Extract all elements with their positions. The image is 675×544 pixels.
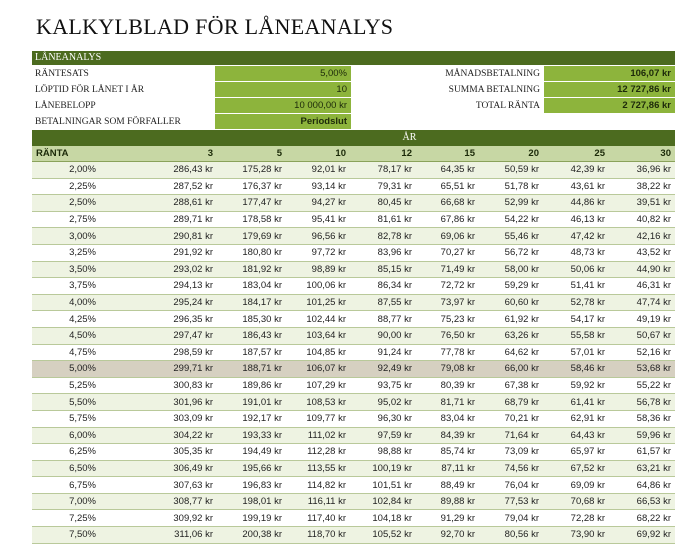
table-row: [32, 344, 675, 361]
payment-cell[interactable]: 101,25 kr: [286, 294, 350, 311]
rate-cell[interactable]: 5,25%: [32, 377, 102, 394]
years-header-band: [32, 130, 675, 146]
payment-cell[interactable]: 303,09 kr: [102, 410, 217, 427]
rate-cell[interactable]: 4,75%: [32, 344, 102, 361]
payment-cell[interactable]: 308,77 kr: [102, 493, 217, 510]
table-row: [32, 394, 675, 411]
year-column-header: 10: [286, 146, 350, 162]
payment-cell[interactable]: 77,53 kr: [479, 493, 543, 510]
payment-cell[interactable]: 193,33 kr: [217, 427, 286, 444]
payment-cell[interactable]: 63,21 kr: [609, 460, 675, 477]
payment-cell[interactable]: 298,59 kr: [102, 344, 217, 361]
payment-cell[interactable]: 44,86 kr: [543, 195, 609, 212]
payment-cell[interactable]: 200,38 kr: [217, 527, 286, 544]
payment-cell[interactable]: 92,49 kr: [350, 361, 416, 378]
payment-cell[interactable]: 102,44 kr: [286, 311, 350, 328]
payment-cell[interactable]: 61,41 kr: [543, 394, 609, 411]
payment-cell[interactable]: 195,66 kr: [217, 460, 286, 477]
payment-cell[interactable]: 84,39 kr: [416, 427, 479, 444]
payment-cell[interactable]: 58,46 kr: [543, 361, 609, 378]
payment-cell[interactable]: 86,34 kr: [350, 278, 416, 295]
payment-cell[interactable]: 98,89 kr: [286, 261, 350, 278]
total-interest-cell: 2 727,86 kr: [544, 98, 675, 113]
rate-cell[interactable]: 5,00%: [32, 361, 102, 378]
payment-cell[interactable]: 188,71 kr: [217, 361, 286, 378]
payment-cell[interactable]: 50,59 kr: [479, 162, 543, 179]
payment-cell[interactable]: 66,00 kr: [479, 361, 543, 378]
payment-cell[interactable]: 68,79 kr: [479, 394, 543, 411]
payment-cell[interactable]: 52,99 kr: [479, 195, 543, 212]
payment-cell[interactable]: 179,69 kr: [217, 228, 286, 245]
payment-cell[interactable]: 109,77 kr: [286, 410, 350, 427]
payment-cell[interactable]: 42,39 kr: [543, 162, 609, 179]
rate-cell[interactable]: 2,50%: [32, 195, 102, 212]
rate-cell[interactable]: 7,25%: [32, 510, 102, 527]
payment-cell[interactable]: 106,07 kr: [286, 361, 350, 378]
table-row: [32, 410, 675, 427]
table-row: [32, 444, 675, 461]
table-row: [32, 211, 675, 228]
payment-cell[interactable]: 65,97 kr: [543, 444, 609, 461]
payment-cell[interactable]: 105,52 kr: [350, 527, 416, 544]
payment-cell[interactable]: 63,26 kr: [479, 327, 543, 344]
payment-cell[interactable]: 68,22 kr: [609, 510, 675, 527]
payment-cell[interactable]: 92,70 kr: [416, 527, 479, 544]
table-row: [32, 311, 675, 328]
table-row: [32, 460, 675, 477]
rate-cell[interactable]: 6,75%: [32, 477, 102, 494]
payment-cell[interactable]: 286,43 kr: [102, 162, 217, 179]
payment-cell[interactable]: 116,11 kr: [286, 493, 350, 510]
payment-cell[interactable]: 60,60 kr: [479, 294, 543, 311]
table-row: [32, 261, 675, 278]
payment-cell[interactable]: 175,28 kr: [217, 162, 286, 179]
rate-cell[interactable]: 2,75%: [32, 211, 102, 228]
years-header-spacer: [32, 130, 144, 146]
payment-cell[interactable]: 114,82 kr: [286, 477, 350, 494]
payment-cell[interactable]: 72,72 kr: [416, 278, 479, 295]
payment-cell[interactable]: 93,14 kr: [286, 178, 350, 195]
payment-cell[interactable]: 61,92 kr: [479, 311, 543, 328]
payment-cell[interactable]: 87,55 kr: [350, 294, 416, 311]
payment-cell[interactable]: 55,22 kr: [609, 377, 675, 394]
rate-column-header: RÄNTA: [32, 146, 102, 162]
payment-cell[interactable]: 80,56 kr: [479, 527, 543, 544]
payment-cell[interactable]: 102,84 kr: [350, 493, 416, 510]
summary-row-term: [32, 82, 675, 98]
year-column-header: 25: [543, 146, 609, 162]
year-column-header: 30: [609, 146, 675, 162]
payment-cell[interactable]: 112,28 kr: [286, 444, 350, 461]
payment-cell[interactable]: 70,21 kr: [479, 410, 543, 427]
payment-cell[interactable]: 49,19 kr: [609, 311, 675, 328]
payment-cell[interactable]: 80,39 kr: [416, 377, 479, 394]
table-row: [32, 294, 675, 311]
payment-cell[interactable]: 51,78 kr: [479, 178, 543, 195]
payment-cell[interactable]: 178,58 kr: [217, 211, 286, 228]
payment-cell[interactable]: 79,31 kr: [350, 178, 416, 195]
payment-cell[interactable]: 290,81 kr: [102, 228, 217, 245]
payment-cell[interactable]: 89,88 kr: [416, 493, 479, 510]
table-row: [32, 527, 675, 544]
summary-row-rate: [32, 66, 675, 82]
interest-rate-cell[interactable]: 5,00%: [215, 66, 351, 81]
payment-cell[interactable]: 61,57 kr: [609, 444, 675, 461]
input-label-due: BETALNINGAR SOM FÖRFALLER: [35, 117, 181, 127]
payment-cell[interactable]: 181,92 kr: [217, 261, 286, 278]
payment-cell[interactable]: 191,01 kr: [217, 394, 286, 411]
payment-cell[interactable]: 177,47 kr: [217, 195, 286, 212]
payment-cell[interactable]: 73,97 kr: [416, 294, 479, 311]
monthly-payment-cell: 106,07 kr: [544, 66, 675, 81]
payment-cell[interactable]: 113,55 kr: [286, 460, 350, 477]
rate-cell[interactable]: 5,50%: [32, 394, 102, 411]
payment-cell[interactable]: 88,49 kr: [416, 477, 479, 494]
payment-cell[interactable]: 51,41 kr: [543, 278, 609, 295]
payment-cell[interactable]: 42,16 kr: [609, 228, 675, 245]
payment-cell[interactable]: 192,17 kr: [217, 410, 286, 427]
payment-cell[interactable]: 64,86 kr: [609, 477, 675, 494]
payment-cell[interactable]: 87,11 kr: [416, 460, 479, 477]
payment-cell[interactable]: 297,47 kr: [102, 327, 217, 344]
payment-cell[interactable]: 96,30 kr: [350, 410, 416, 427]
rate-cell[interactable]: 2,25%: [32, 178, 102, 195]
payment-cell[interactable]: 299,71 kr: [102, 361, 217, 378]
rate-cell[interactable]: 7,00%: [32, 493, 102, 510]
payment-cell[interactable]: 71,64 kr: [479, 427, 543, 444]
rate-cell[interactable]: 3,50%: [32, 261, 102, 278]
table-row: [32, 178, 675, 195]
payment-cell[interactable]: 95,41 kr: [286, 211, 350, 228]
payment-cell[interactable]: 66,68 kr: [416, 195, 479, 212]
payment-cell[interactable]: 199,19 kr: [217, 510, 286, 527]
payment-cell[interactable]: 289,71 kr: [102, 211, 217, 228]
summary-row-due: [32, 114, 675, 130]
payment-cell[interactable]: 64,62 kr: [479, 344, 543, 361]
table-row: [32, 278, 675, 295]
payment-cell[interactable]: 47,42 kr: [543, 228, 609, 245]
loan-term-cell[interactable]: 10: [215, 82, 351, 97]
payment-cell[interactable]: 52,78 kr: [543, 294, 609, 311]
payment-cell[interactable]: 81,61 kr: [350, 211, 416, 228]
payments-due-cell[interactable]: Periodslut: [215, 114, 351, 129]
year-column-header: 12: [350, 146, 416, 162]
table-row: [32, 228, 675, 245]
payment-cell[interactable]: 309,92 kr: [102, 510, 217, 527]
payment-cell[interactable]: 73,09 kr: [479, 444, 543, 461]
payment-cell[interactable]: 67,86 kr: [416, 211, 479, 228]
payment-cell[interactable]: 304,22 kr: [102, 427, 217, 444]
payment-cell[interactable]: 196,83 kr: [217, 477, 286, 494]
payment-cell[interactable]: 46,13 kr: [543, 211, 609, 228]
year-column-header: 3: [102, 146, 217, 162]
payment-cell[interactable]: 69,06 kr: [416, 228, 479, 245]
payment-cell[interactable]: 67,52 kr: [543, 460, 609, 477]
payment-cell[interactable]: 54,22 kr: [479, 211, 543, 228]
table-row: [32, 244, 675, 261]
page-title: KALKYLBLAD FÖR LÅNEANALYS: [36, 14, 394, 39]
payment-cell[interactable]: 79,08 kr: [416, 361, 479, 378]
total-payment-cell: 12 727,86 kr: [544, 82, 675, 97]
payment-cell[interactable]: 103,64 kr: [286, 327, 350, 344]
rate-cell[interactable]: 3,00%: [32, 228, 102, 245]
table-row: [32, 162, 675, 179]
rate-cell[interactable]: 3,25%: [32, 244, 102, 261]
payment-cell[interactable]: 77,78 kr: [416, 344, 479, 361]
summary-row-amount: [32, 98, 675, 114]
loan-amount-cell[interactable]: 10 000,00 kr: [215, 98, 351, 113]
payment-cell[interactable]: 306,49 kr: [102, 460, 217, 477]
table-row: [32, 510, 675, 527]
rate-cell[interactable]: 3,75%: [32, 278, 102, 295]
rate-cell[interactable]: 4,50%: [32, 327, 102, 344]
payment-cell[interactable]: 69,92 kr: [609, 527, 675, 544]
payment-cell[interactable]: 56,72 kr: [479, 244, 543, 261]
input-label-term: LÖPTID FÖR LÅNET I ÅR: [35, 85, 145, 95]
payment-cell[interactable]: 101,51 kr: [350, 477, 416, 494]
payment-cell[interactable]: 180,80 kr: [217, 244, 286, 261]
payment-cell[interactable]: 81,71 kr: [416, 394, 479, 411]
payment-cell[interactable]: 64,35 kr: [416, 162, 479, 179]
payment-cell[interactable]: 79,04 kr: [479, 510, 543, 527]
rate-cell[interactable]: 5,75%: [32, 410, 102, 427]
payment-cell[interactable]: 92,01 kr: [286, 162, 350, 179]
payment-cell[interactable]: 307,63 kr: [102, 477, 217, 494]
table-row: [32, 377, 675, 394]
payment-cell[interactable]: 44,90 kr: [609, 261, 675, 278]
year-column-header: 5: [217, 146, 286, 162]
payment-cell[interactable]: 48,73 kr: [543, 244, 609, 261]
payment-cell[interactable]: 194,49 kr: [217, 444, 286, 461]
payment-cell[interactable]: 69,09 kr: [543, 477, 609, 494]
payment-cell[interactable]: 183,04 kr: [217, 278, 286, 295]
payment-cell[interactable]: 88,77 kr: [350, 311, 416, 328]
payment-cell[interactable]: 291,92 kr: [102, 244, 217, 261]
payment-cell[interactable]: 100,06 kr: [286, 278, 350, 295]
payment-cell[interactable]: 311,06 kr: [102, 527, 217, 544]
payment-cell[interactable]: 293,02 kr: [102, 261, 217, 278]
years-header: ÅR: [144, 130, 675, 146]
payment-cell[interactable]: 294,13 kr: [102, 278, 217, 295]
payment-cell[interactable]: 98,88 kr: [350, 444, 416, 461]
payment-cell[interactable]: 76,50 kr: [416, 327, 479, 344]
input-label-amount: LÅNEBELOPP: [35, 101, 96, 111]
loan-analysis-header: LÅNEANALYS: [32, 51, 675, 65]
payment-cell[interactable]: 107,29 kr: [286, 377, 350, 394]
payment-cell[interactable]: 47,74 kr: [609, 294, 675, 311]
rate-cell[interactable]: 6,50%: [32, 460, 102, 477]
payment-cell[interactable]: 295,24 kr: [102, 294, 217, 311]
payment-cell[interactable]: 187,57 kr: [217, 344, 286, 361]
payment-cell[interactable]: 55,46 kr: [479, 228, 543, 245]
payment-cell[interactable]: 46,31 kr: [609, 278, 675, 295]
payment-cell[interactable]: 94,27 kr: [286, 195, 350, 212]
table-row: [32, 361, 675, 378]
payment-cell[interactable]: 40,82 kr: [609, 211, 675, 228]
rate-cell[interactable]: 6,25%: [32, 444, 102, 461]
payment-cell[interactable]: 301,96 kr: [102, 394, 217, 411]
payment-cell[interactable]: 58,00 kr: [479, 261, 543, 278]
payment-cell[interactable]: 59,29 kr: [479, 278, 543, 295]
table-row: [32, 477, 675, 494]
payment-cell[interactable]: 55,58 kr: [543, 327, 609, 344]
payment-cell[interactable]: 296,35 kr: [102, 311, 217, 328]
payment-cell[interactable]: 184,17 kr: [217, 294, 286, 311]
payment-cell[interactable]: 95,02 kr: [350, 394, 416, 411]
payment-cell[interactable]: 50,67 kr: [609, 327, 675, 344]
payment-cell[interactable]: 100,19 kr: [350, 460, 416, 477]
payment-cell[interactable]: 59,96 kr: [609, 427, 675, 444]
payment-cell[interactable]: 176,37 kr: [217, 178, 286, 195]
payment-cell[interactable]: 300,83 kr: [102, 377, 217, 394]
payment-cell[interactable]: 36,96 kr: [609, 162, 675, 179]
payment-cell[interactable]: 59,92 kr: [543, 377, 609, 394]
rate-cell[interactable]: 7,50%: [32, 527, 102, 544]
payment-cell[interactable]: 43,52 kr: [609, 244, 675, 261]
payment-cell[interactable]: 90,00 kr: [350, 327, 416, 344]
rate-cell[interactable]: 2,00%: [32, 162, 102, 179]
payment-cell[interactable]: 104,18 kr: [350, 510, 416, 527]
payment-cell[interactable]: 80,45 kr: [350, 195, 416, 212]
payment-cell[interactable]: 104,85 kr: [286, 344, 350, 361]
table-row: [32, 493, 675, 510]
payment-cell[interactable]: 56,78 kr: [609, 394, 675, 411]
result-label-interest: TOTAL RÄNTA: [475, 101, 540, 111]
result-label-monthly: MÅNADSBETALNING: [445, 69, 540, 79]
rate-cell[interactable]: 6,00%: [32, 427, 102, 444]
payment-cell[interactable]: 93,75 kr: [350, 377, 416, 394]
table-row: [32, 195, 675, 212]
rate-cell[interactable]: 4,25%: [32, 311, 102, 328]
payment-cell[interactable]: 62,91 kr: [543, 410, 609, 427]
payment-cell[interactable]: 72,28 kr: [543, 510, 609, 527]
payment-cell[interactable]: 75,23 kr: [416, 311, 479, 328]
payment-cell[interactable]: 64,43 kr: [543, 427, 609, 444]
payment-cell[interactable]: 186,43 kr: [217, 327, 286, 344]
payment-cell[interactable]: 97,59 kr: [350, 427, 416, 444]
payment-cell[interactable]: 111,02 kr: [286, 427, 350, 444]
payment-cell[interactable]: 287,52 kr: [102, 178, 217, 195]
payment-cell[interactable]: 50,06 kr: [543, 261, 609, 278]
grid-header-row: [32, 146, 675, 162]
payment-cell[interactable]: 118,70 kr: [286, 527, 350, 544]
payment-cell[interactable]: 198,01 kr: [217, 493, 286, 510]
payment-cell[interactable]: 70,68 kr: [543, 493, 609, 510]
payment-cell[interactable]: 74,56 kr: [479, 460, 543, 477]
payment-cell[interactable]: 189,86 kr: [217, 377, 286, 394]
payment-cell[interactable]: 76,04 kr: [479, 477, 543, 494]
payment-cell[interactable]: 83,04 kr: [416, 410, 479, 427]
payment-cell[interactable]: 39,51 kr: [609, 195, 675, 212]
year-column-header: 15: [416, 146, 479, 162]
payment-cell[interactable]: 85,15 kr: [350, 261, 416, 278]
payment-cell[interactable]: 38,22 kr: [609, 178, 675, 195]
payment-cell[interactable]: 73,90 kr: [543, 527, 609, 544]
payment-cell[interactable]: 71,49 kr: [416, 261, 479, 278]
payment-cell[interactable]: 108,53 kr: [286, 394, 350, 411]
year-column-header: 20: [479, 146, 543, 162]
payment-cell[interactable]: 65,51 kr: [416, 178, 479, 195]
payment-cell[interactable]: 91,24 kr: [350, 344, 416, 361]
payment-cell[interactable]: 185,30 kr: [217, 311, 286, 328]
payment-cell[interactable]: 52,16 kr: [609, 344, 675, 361]
payment-cell[interactable]: 78,17 kr: [350, 162, 416, 179]
payment-cell[interactable]: 288,61 kr: [102, 195, 217, 212]
payment-cell[interactable]: 96,56 kr: [286, 228, 350, 245]
rate-cell[interactable]: 4,00%: [32, 294, 102, 311]
input-label-rate: RÄNTESATS: [35, 69, 89, 79]
table-row: [32, 327, 675, 344]
payment-cell[interactable]: 54,17 kr: [543, 311, 609, 328]
payment-cell[interactable]: 70,27 kr: [416, 244, 479, 261]
payment-cell[interactable]: 53,68 kr: [609, 361, 675, 378]
payment-cell[interactable]: 66,53 kr: [609, 493, 675, 510]
payment-cell[interactable]: 91,29 kr: [416, 510, 479, 527]
payment-cell[interactable]: 58,36 kr: [609, 410, 675, 427]
payment-cell[interactable]: 67,38 kr: [479, 377, 543, 394]
payment-cell[interactable]: 82,78 kr: [350, 228, 416, 245]
payment-cell[interactable]: 83,96 kr: [350, 244, 416, 261]
payment-cell[interactable]: 97,72 kr: [286, 244, 350, 261]
table-row: [32, 427, 675, 444]
payment-cell[interactable]: 85,74 kr: [416, 444, 479, 461]
payment-grid: [32, 146, 675, 544]
result-label-total: SUMMA BETALNING: [448, 85, 540, 95]
payment-cell[interactable]: 43,61 kr: [543, 178, 609, 195]
payment-cell[interactable]: 305,35 kr: [102, 444, 217, 461]
payment-cell[interactable]: 57,01 kr: [543, 344, 609, 361]
payment-cell[interactable]: 117,40 kr: [286, 510, 350, 527]
